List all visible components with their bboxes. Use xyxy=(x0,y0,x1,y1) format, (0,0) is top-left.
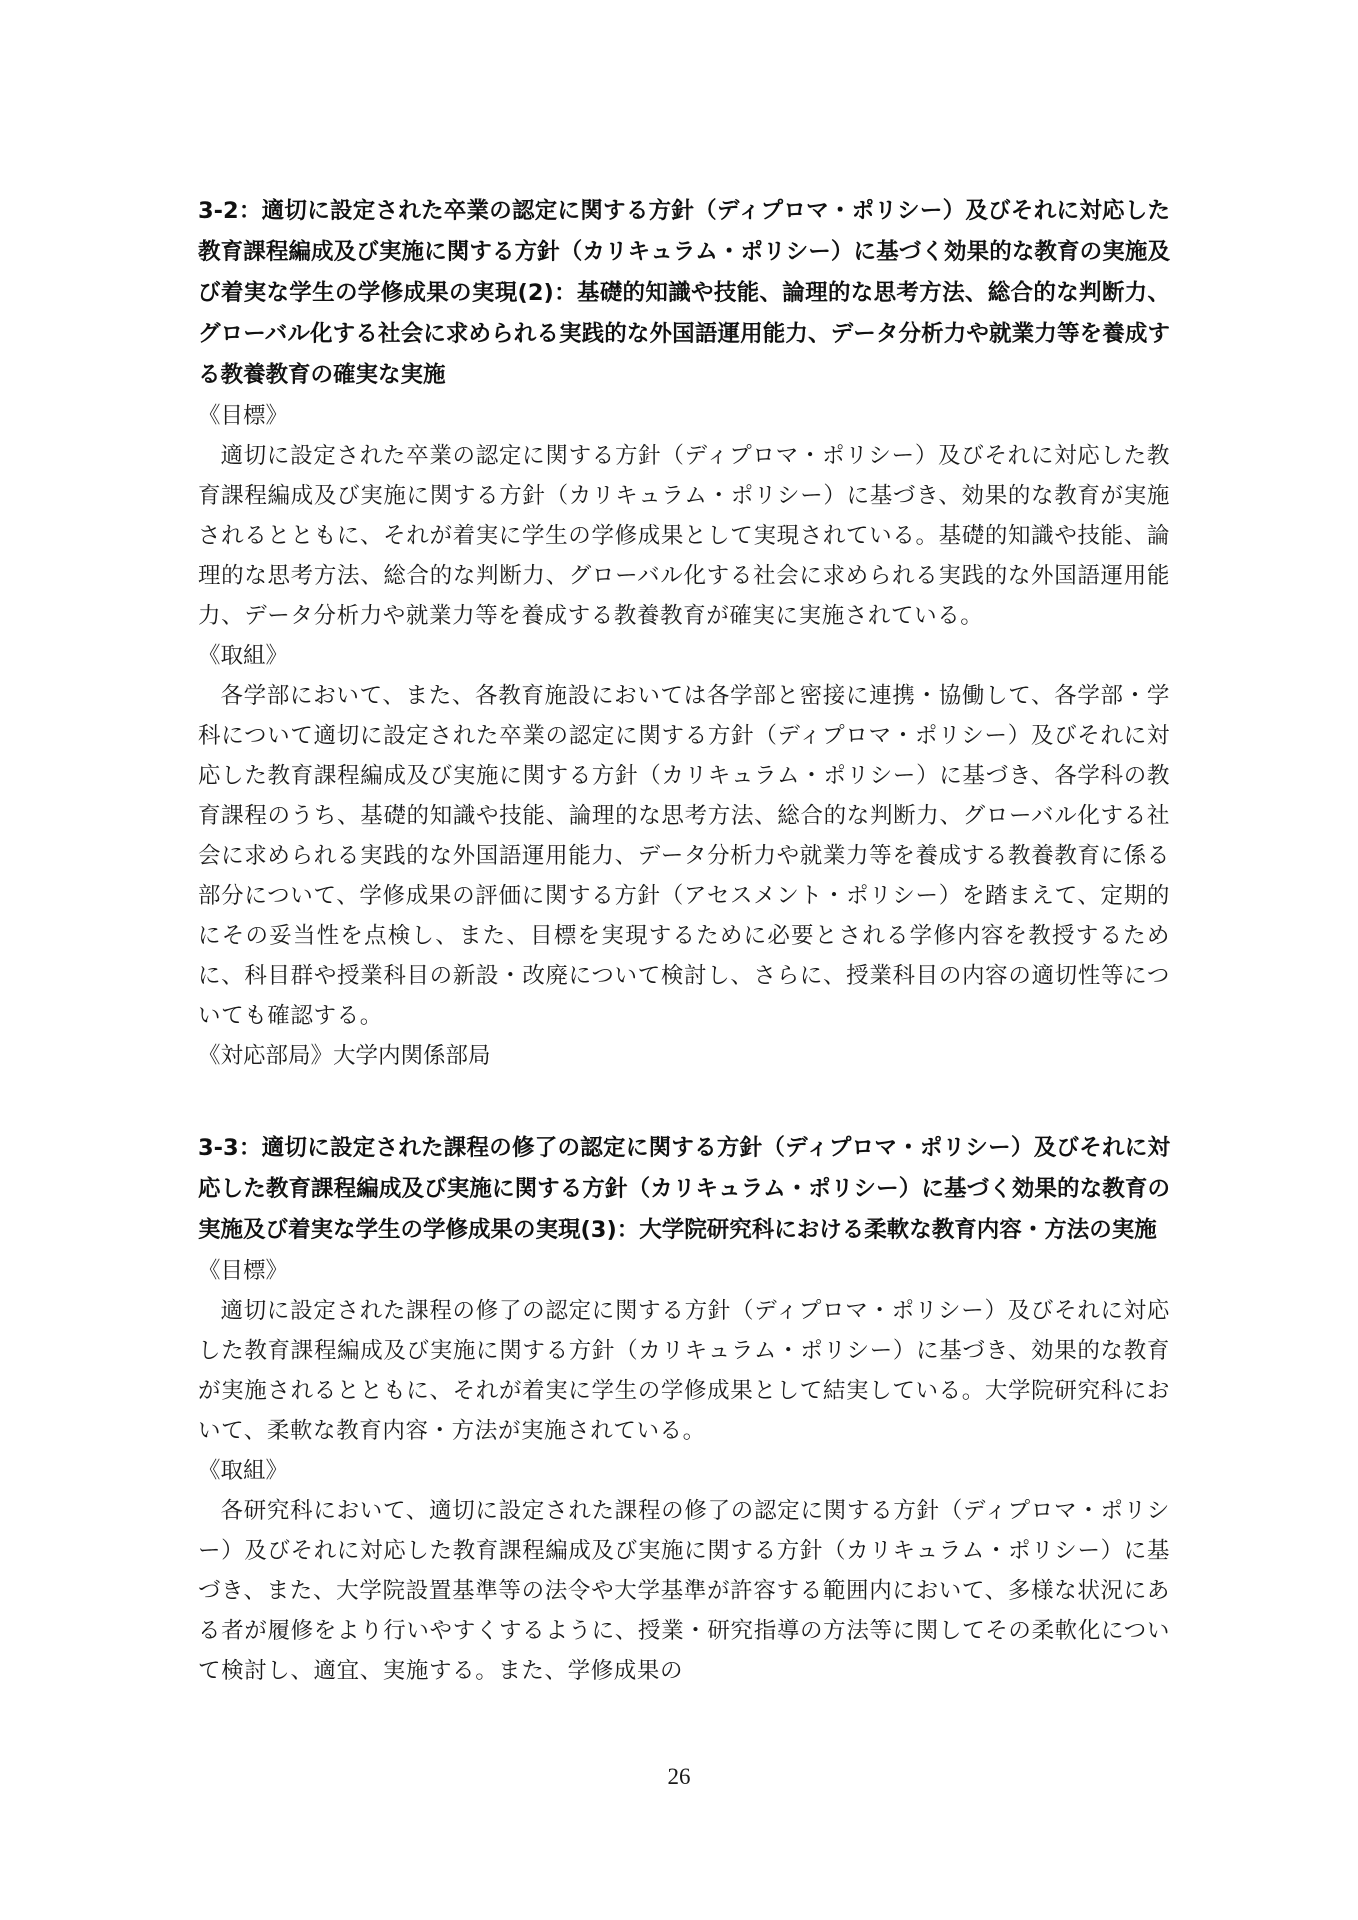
action-paragraph: 各研究科において、適切に設定された課程の修了の認定に関する方針（ディプロマ・ポリシー）及びそれに対応した教育課程編成及び実施に関する方針（カリキュラム・ポリシー）に基づき、また、大学院設置基準等の法令や大学基準が許容する範囲内において、多様な状況にある者が履修をより行いやすくするように、授業・研究指導の方法等に関してその柔軟化について検討し、適宜、実施する。また、学修成果の xyxy=(198,1498,1170,1684)
goal-paragraph: 適切に設定された卒業の認定に関する方針（ディプロマ・ポリシー）及びそれに対応した教育課程編成及び実施に関する方針（カリキュラム・ポリシー）に基づき、効果的な教育が実施されるとともに、それが着実に学生の学修成果として実現されている。基礎的知識や技能、論理的な思考方法、総合的な判断力、グローバル化する社会に求められる実践的な外国語運用能力、データ分析力や就業力等を養成する教養教育が確実に実施されている。 xyxy=(198,443,1170,629)
page-content xyxy=(198,191,1170,1691)
goal-label: 《目標》 xyxy=(198,1258,289,1284)
section-3-2 xyxy=(198,191,1170,1076)
action-label: 《取組》 xyxy=(198,1458,289,1484)
page-number: 26 xyxy=(667,1764,691,1789)
section-heading: 3-2：適切に設定された卒業の認定に関する方針（ディプロマ・ポリシー）及びそれに対応した教育課程編成及び実施に関する方針（カリキュラム・ポリシー）に基づく効果的な教育の実施及び着実な学生の学修成果の実現(2)：基礎的知識や技能、論理的な思考方法、総合的な判断力、グローバル化する社会に求められる実践的な外国語運用能力、データ分析力や就業力等を養成する教養教育の確実な実施 xyxy=(198,198,1170,388)
responsible-department-label: 《対応部局》大学内関係部局 xyxy=(198,1043,491,1069)
goal-label: 《目標》 xyxy=(198,403,289,429)
section-3-3 xyxy=(198,1128,1170,1691)
goal-paragraph: 適切に設定された課程の修了の認定に関する方針（ディプロマ・ポリシー）及びそれに対応した教育課程編成及び実施に関する方針（カリキュラム・ポリシー）に基づき、効果的な教育が実施されるとともに、それが着実に学生の学修成果として結実している。大学院研究科において、柔軟な教育内容・方法が実施されている。 xyxy=(198,1298,1170,1444)
action-label: 《取組》 xyxy=(198,643,289,669)
section-heading: 3-3：適切に設定された課程の修了の認定に関する方針（ディプロマ・ポリシー）及びそれに対応した教育課程編成及び実施に関する方針（カリキュラム・ポリシー）に基づく効果的な教育の実施及び着実な学生の学修成果の実現(3)：大学院研究科における柔軟な教育内容・方法の実施 xyxy=(198,1135,1170,1243)
action-paragraph: 各学部において、また、各教育施設においては各学部と密接に連携・協働して、各学部・学科について適切に設定された卒業の認定に関する方針（ディプロマ・ポリシー）及びそれに対応した教育課程編成及び実施に関する方針（カリキュラム・ポリシー）に基づき、各学科の教育課程のうち、基礎的知識や技能、論理的な思考方法、総合的な判断力、グローバル化する社会に求められる実践的な外国語運用能力、データ分析力や就業力等を養成する教養教育に係る部分について、学修成果の評価に関する方針（アセスメント・ポリシー）を踏まえて、定期的にその妥当性を点検し、また、目標を実現するために必要とされる学修内容を教授するために、科目群や授業科目の新設・改廃について検討し、さらに、授業科目の内容の適切性等についても確認する。 xyxy=(198,683,1170,1029)
